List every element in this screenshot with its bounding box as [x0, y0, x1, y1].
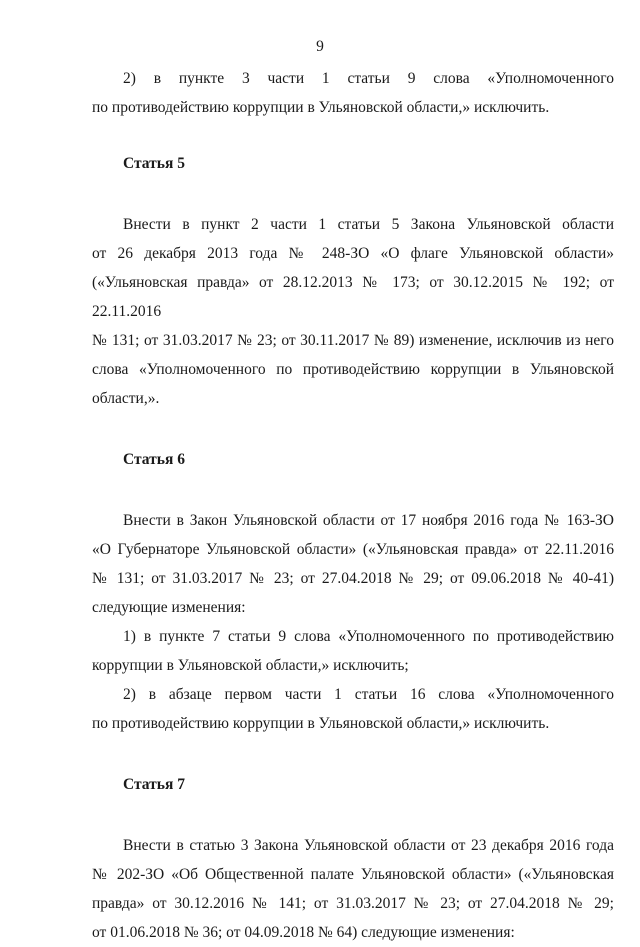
paragraph-line: следующие изменения:: [92, 599, 246, 616]
paragraph-line: от 01.06.2018 № 36; от 04.09.2018 № 64) следующие изменения:: [92, 924, 515, 941]
document-body: [92, 64, 614, 947]
paragraph-line: «О Губернаторе Ульяновской области» («Ульяновская правда» от 22.11.2016: [92, 541, 614, 558]
paragraph-line: коррупции в Ульяновской области,» исключить;: [92, 657, 409, 674]
paragraph-line: от 26 декабря 2013 года № 248-ЗО «О флаге Ульяновской области»: [92, 245, 614, 262]
paragraph-line: № 202-ЗО «Об Общественной палате Ульяновской области» («Ульяновская: [92, 866, 614, 883]
article-heading-5: Статья 5: [123, 155, 185, 172]
article-heading-6: Статья 6: [123, 451, 185, 468]
paragraph-line: № 131; от 31.03.2017 № 23; от 27.04.2018 № 29; от 09.06.2018 № 40-41): [92, 570, 614, 587]
paragraph-line: Внести в статью 3 Закона Ульяновской области от 23 декабря 2016 года: [123, 837, 614, 854]
paragraph-line: по противодействию коррупции в Ульяновской области,» исключить.: [92, 715, 550, 732]
article-heading-7: Статья 7: [123, 776, 185, 793]
paragraph-line: Внести в Закон Ульяновской области от 17 ноября 2016 года № 163-ЗО: [123, 512, 614, 529]
paragraph-line: № 131; от 31.03.2017 № 23; от 30.11.2017 № 89) изменение, исключив из него: [92, 332, 614, 349]
paragraph-line: 2) в абзаце первом части 1 статьи 16 слова «Уполномоченного: [123, 686, 614, 703]
paragraph-line: 2) в пункте 3 части 1 статьи 9 слова «Уполномоченного: [123, 70, 614, 87]
paragraph-line: («Ульяновская правда» от 28.12.2013 № 173; от 30.12.2015 № 192; от 22.11.2016: [92, 274, 614, 320]
paragraph-line: правда» от 30.12.2016 № 141; от 31.03.2017 № 23; от 27.04.2018 № 29;: [92, 895, 614, 912]
paragraph-line: по противодействию коррупции в Ульяновской области,» исключить.: [92, 99, 550, 116]
page-number: 9: [316, 38, 324, 55]
paragraph-line: слова «Уполномоченного по противодействию коррупции в Ульяновской: [92, 361, 614, 378]
paragraph-line: области,».: [92, 390, 160, 407]
paragraph-line: 1) в пункте 7 статьи 9 слова «Уполномоченного по противодействию: [123, 628, 614, 645]
paragraph-line: Внести в пункт 2 части 1 статьи 5 Закона Ульяновской области: [123, 216, 614, 233]
